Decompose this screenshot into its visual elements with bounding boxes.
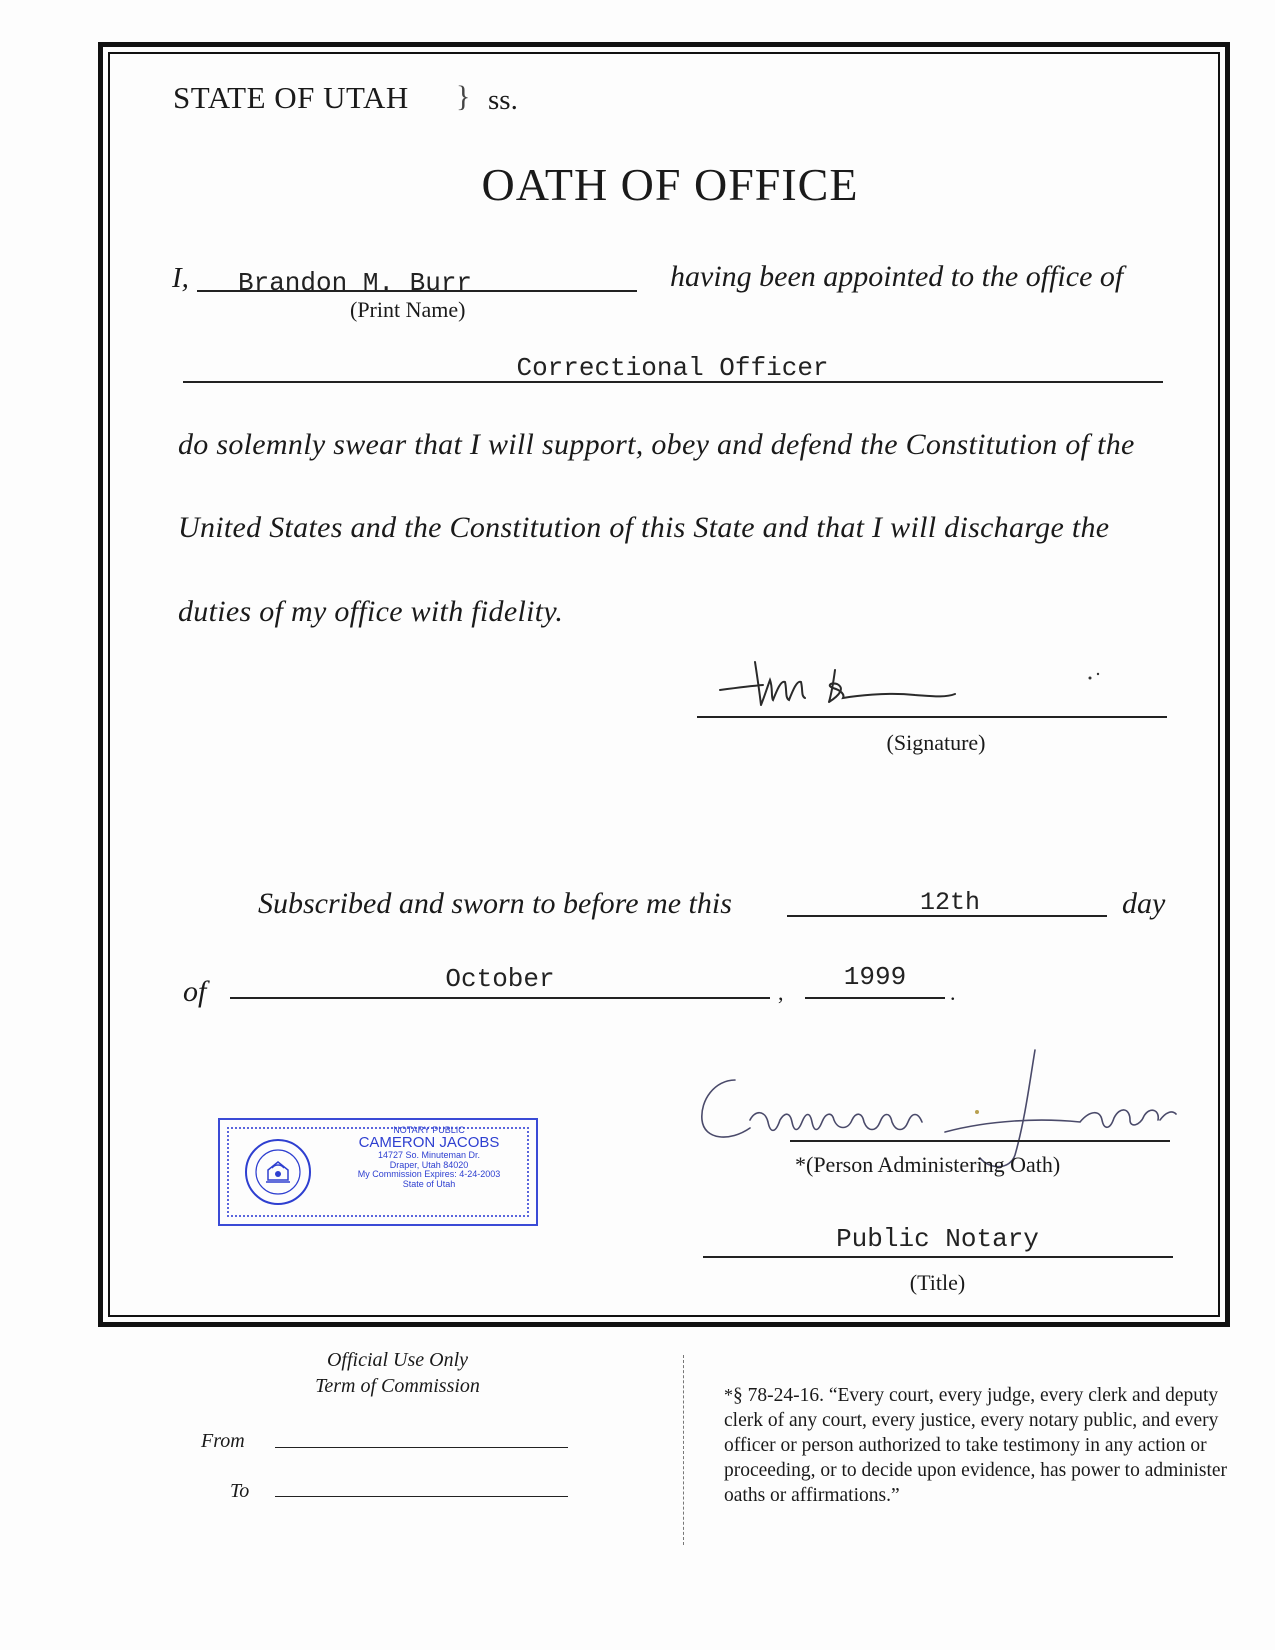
month-value: October — [445, 964, 555, 994]
state-seal-icon — [244, 1138, 312, 1206]
period-mark: . — [950, 980, 956, 1005]
day-word: day — [1122, 887, 1166, 920]
statute-text: § 78-24-16. “Every court, every judge, every clerk and deputy clerk of any court, every justice, every notary public, and every officer or person authorized to take testimony in any action or proceeding, or to decide upon evidence, has power to administer oaths or affirmations.” — [724, 1385, 1228, 1506]
print-name-line — [197, 290, 637, 292]
stamp-line-3: 14727 So. Minuteman Dr. — [377, 1150, 481, 1161]
title-caption: (Title) — [909, 1270, 966, 1295]
to-label: To — [230, 1480, 250, 1502]
brace-mark: } — [456, 80, 471, 113]
stamp-line-2: CAMERON JACOBS — [358, 1134, 500, 1152]
footnote-star: * — [724, 1385, 733, 1405]
year-value: 1999 — [843, 962, 907, 992]
oath-line-1: do solemnly swear that I will support, obey and defend the Constitution of the — [178, 428, 1135, 461]
document-title: OATH OF OFFICE — [481, 159, 859, 210]
official-use-heading — [300, 1347, 495, 1399]
administrator-caption: *(Person Administering Oath) — [795, 1152, 1061, 1177]
stamp-line-5: My Commission Expires: 4-24-2003 — [357, 1169, 501, 1180]
signature-line — [697, 716, 1167, 718]
official-use-line-2: Term of Commission — [315, 1375, 480, 1397]
ss-heading: ss. — [488, 84, 518, 116]
statute-footnote — [724, 1383, 1244, 1508]
column-divider — [683, 1355, 684, 1545]
signature-caption: (Signature) — [886, 730, 986, 755]
title-value: Public Notary — [836, 1224, 1039, 1254]
oath-line-3: duties of my office with fidelity. — [178, 595, 564, 628]
day-line — [787, 915, 1107, 917]
from-label: From — [201, 1430, 245, 1452]
appointed-text: having been appointed to the office of — [670, 260, 1124, 293]
notary-stamp — [218, 1118, 538, 1226]
signature-image — [715, 650, 1115, 720]
from-line — [275, 1447, 568, 1448]
stamp-line-6: State of Utah — [402, 1178, 456, 1189]
oath-line-2: United States and the Constitution of this State and that I will discharge the — [178, 511, 1110, 544]
administrator-line — [790, 1140, 1170, 1142]
of-word: of — [183, 975, 207, 1008]
subscribed-text: Subscribed and sworn to before me this — [258, 887, 732, 920]
print-name-caption: (Print Name) — [350, 297, 466, 322]
stamp-line-1: NOTARY PUBLIC — [393, 1125, 465, 1135]
office-value: Correctional Officer — [516, 353, 829, 383]
month-line — [230, 997, 770, 999]
office-line — [183, 381, 1163, 383]
year-line — [805, 997, 945, 999]
day-value: 12th — [919, 888, 980, 917]
stamp-line-4: Draper, Utah 84020 — [389, 1159, 469, 1170]
i-label: I, — [172, 262, 189, 294]
title-line — [703, 1256, 1173, 1258]
official-use-line-1: Official Use Only — [326, 1349, 469, 1371]
to-line — [275, 1496, 568, 1497]
comma-mark: , — [778, 980, 784, 1005]
state-heading: STATE OF UTAH — [173, 80, 409, 115]
print-name-value: Brandon M. Burr — [238, 268, 473, 298]
